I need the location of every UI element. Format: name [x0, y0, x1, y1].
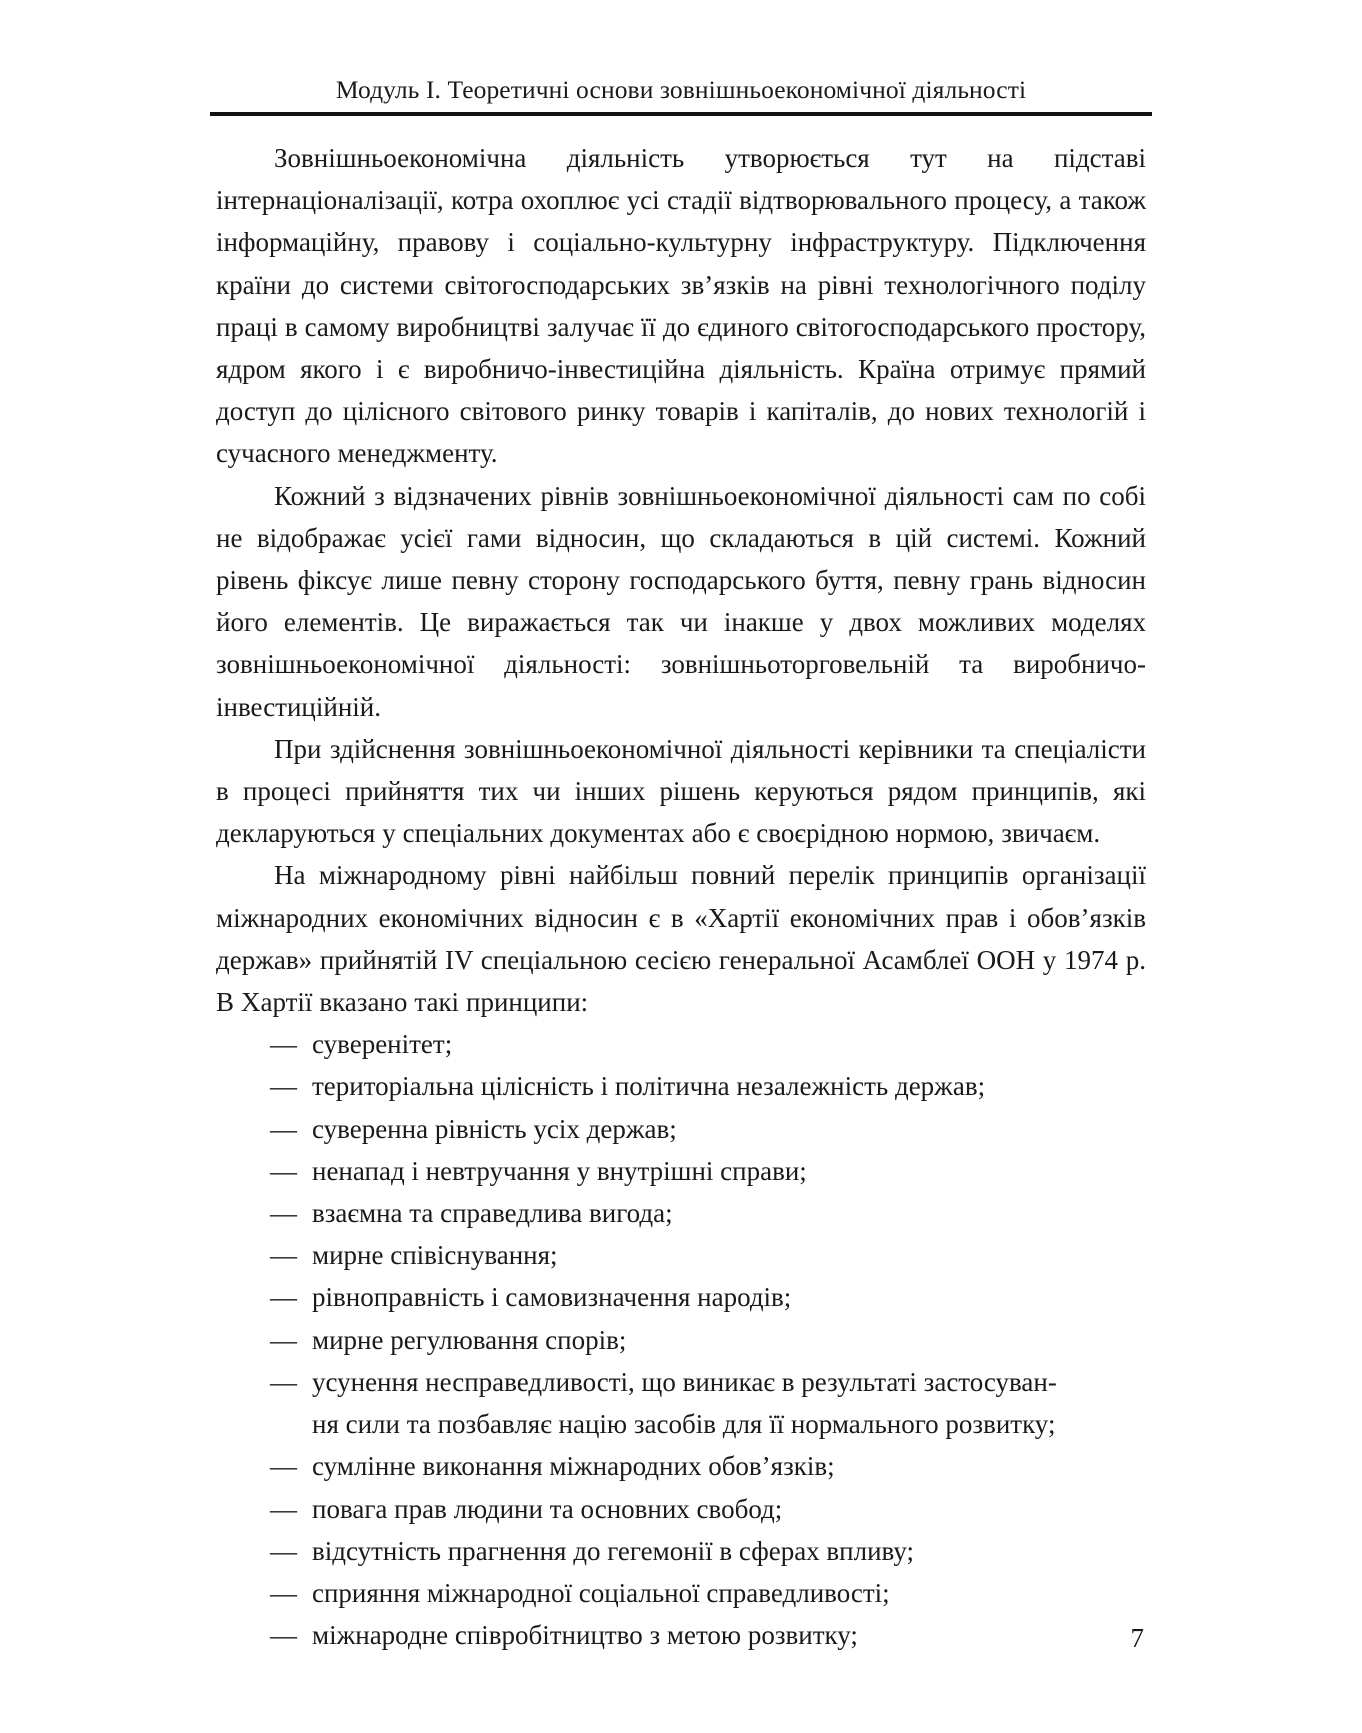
- list-item: [216, 1108, 1146, 1150]
- list-item: [216, 1319, 1146, 1361]
- paragraph-1: Зовнішньоекономічна діяльність утворюється тут на підставі інтернаціоналізації, котра охоплює усі стадії відтворювального процесу, а також інформаційну, правову і соціально-культурну інфраструктуру. Підключення країни до системи світогосподарських зв’язків на рівні технологічного поділу праці в самому виробництві залучає її до єдиного світогосподарського простору, ядром якого і є виробничо-інвестиційна діяльність. Країна отримує прямий доступ до цілісного світового ринку товарів і капіталів, до нових технологій і сучасного менеджменту.: [216, 143, 1146, 469]
- list-item-text: повага прав людини та основних свобод;: [312, 1493, 783, 1524]
- principles-list: [216, 1023, 1146, 1656]
- list-item-text: мирне співіснування;: [312, 1240, 558, 1271]
- list-item-text: відсутність прагнення до гегемонії в сферах впливу;: [312, 1535, 915, 1566]
- list-item-text-continuation: ня сили та позбавляє націю засобів для її нормального розвитку;: [312, 1409, 1056, 1440]
- list-item-text: сприяння міжнародної соціальної справедливості;: [312, 1577, 890, 1608]
- list-item: [216, 1192, 1146, 1234]
- list-item: [216, 1276, 1146, 1318]
- page-content-area: [216, 0, 1146, 1733]
- list-item-text: територіальна цілісність і політична незалежність держав;: [312, 1071, 986, 1102]
- list-dash-marker: —: [270, 1324, 297, 1355]
- list-item-text: взаємна та справедлива вигода;: [312, 1198, 673, 1229]
- list-item: [216, 1150, 1146, 1192]
- list-item: [216, 1023, 1146, 1065]
- list-item-text: суверенітет;: [312, 1029, 453, 1060]
- list-item-text: усунення несправедливості, що виникає в результаті застосуван-: [312, 1366, 1057, 1397]
- body-text-block: [216, 137, 1146, 1656]
- list-dash-marker: —: [270, 1029, 297, 1060]
- list-dash-marker: —: [270, 1451, 297, 1482]
- list-item-text: рівноправність і самовизначення народів;: [312, 1282, 792, 1313]
- list-item: [216, 1572, 1146, 1614]
- list-item: [216, 1065, 1146, 1107]
- page-number: 7: [1130, 1623, 1144, 1653]
- list-dash-marker: —: [270, 1282, 297, 1313]
- list-dash-marker: —: [270, 1155, 297, 1186]
- list-item: [216, 1234, 1146, 1276]
- list-dash-marker: —: [270, 1493, 297, 1524]
- header-rule-divider: [210, 112, 1152, 116]
- list-item: [216, 1488, 1146, 1530]
- list-dash-marker: —: [270, 1366, 297, 1397]
- list-item-text: мирне регулювання спорів;: [312, 1324, 627, 1355]
- list-dash-marker: —: [270, 1113, 297, 1144]
- list-dash-marker: —: [270, 1577, 297, 1608]
- list-item: [216, 1445, 1146, 1487]
- running-header-title: Модуль I. Теоретичні основи зовнішньоекономічної діяльності: [335, 75, 1027, 104]
- list-item: [216, 1530, 1146, 1572]
- paragraph-4: На міжнародному рівні найбільш повний перелік принципів організації міжнародних економічних відносин є в «Хартії економічних прав і обов’язків держав» прийнятій IV спеціальною сесією генеральної Асамблеї ООН у 1974 р. В Хартії вказано такі принципи:: [216, 860, 1146, 1018]
- list-item: [216, 1361, 1146, 1445]
- paragraph-3: При здійснення зовнішньоекономічної діяльності керівники та спеціалісти в процесі прийняття тих чи інших рішень керуються рядом принципів, які декларуються у спеціальних документах або є своєрідною нормою, звичаєм.: [216, 733, 1146, 849]
- list-item: [216, 1614, 1146, 1656]
- paragraph-2: Кожний з відзначених рівнів зовнішньоекономічної діяльності сам по собі не відображає усієї гами відносин, що складаються в цій системі. Кожний рівень фіксує лише певну сторону господарського буття, певну грань відносин його елементів. Це виражається так чи інакше у двох можливих моделях зовнішньоекономічної діяльності: зовнішньоторговельній та виробничо-інвестиційній.: [216, 480, 1146, 722]
- list-dash-marker: —: [270, 1535, 297, 1566]
- list-item-text: суверенна рівність усіх держав;: [312, 1113, 677, 1144]
- list-item-text: міжнародне співробітництво з метою розвитку;: [312, 1620, 858, 1651]
- list-dash-marker: —: [270, 1240, 297, 1271]
- list-item-text: сумлінне виконання міжнародних обов’язків;: [312, 1451, 835, 1482]
- list-dash-marker: —: [270, 1198, 297, 1229]
- list-dash-marker: —: [270, 1071, 297, 1102]
- list-item-text: ненапад і невтручання у внутрішні справи;: [312, 1155, 807, 1186]
- list-dash-marker: —: [270, 1620, 297, 1651]
